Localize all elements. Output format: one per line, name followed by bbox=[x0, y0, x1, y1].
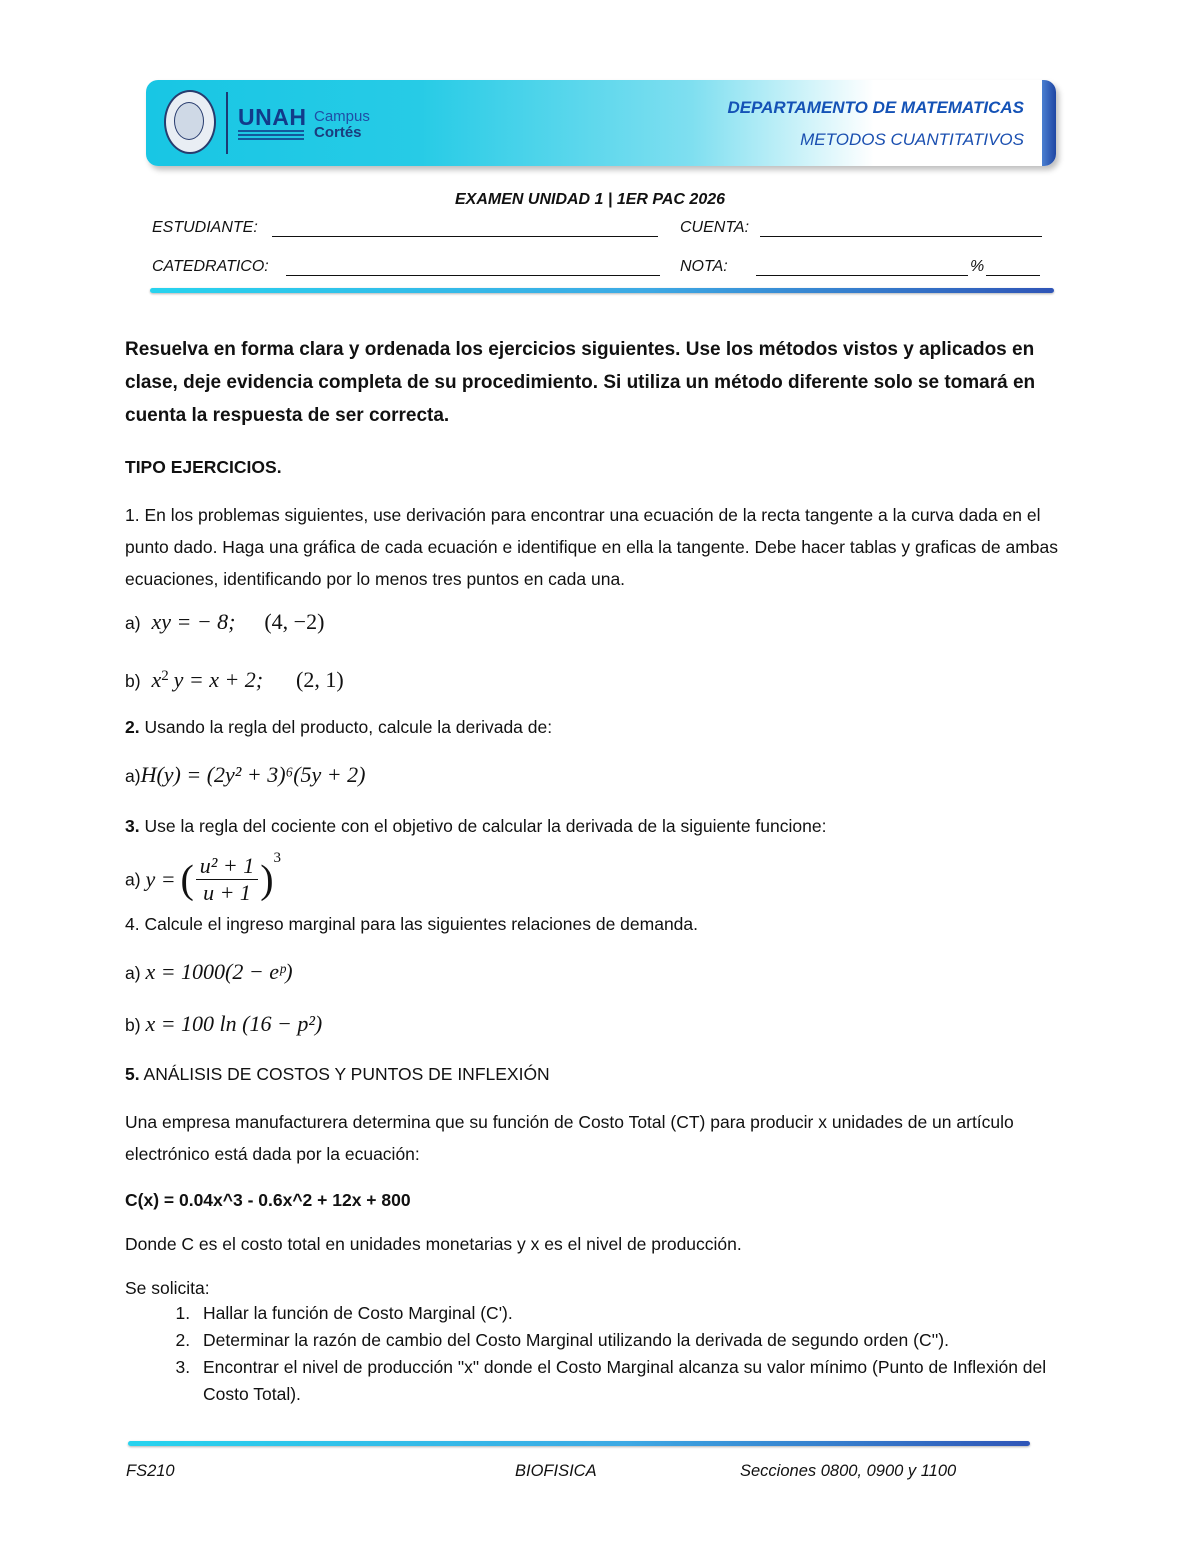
university-logo-text: UNAH bbox=[238, 104, 307, 130]
student-label: ESTUDIANTE: bbox=[152, 219, 258, 236]
question-1a bbox=[125, 606, 1065, 639]
question-1-number: 1. bbox=[125, 505, 140, 525]
question-4b bbox=[125, 1008, 1065, 1041]
q4b-label: b) bbox=[125, 1015, 141, 1035]
q4a-label: a) bbox=[125, 963, 141, 983]
footer-rule bbox=[128, 1441, 1030, 1446]
account-label: CUENTA: bbox=[680, 219, 750, 236]
q3a-exponent: 3 bbox=[273, 850, 282, 866]
question-2-text: Usando la regla del producto, calcule la derivada de: bbox=[144, 717, 553, 737]
question-5-text: Una empresa manufacturera determina que su función de Costo Total (CT) para producir x unidades de un artículo electrónico está dada por la ecuación: bbox=[125, 1112, 1014, 1164]
footer-subject: BIOFISICA bbox=[515, 1462, 597, 1480]
equation-explanation: Donde C es el costo total en unidades monetarias y x es el nivel de producción. bbox=[125, 1234, 742, 1254]
footer-course-code: FS210 bbox=[126, 1462, 175, 1480]
teacher-label: CATEDRATICO: bbox=[152, 258, 269, 275]
student-field-line[interactable] bbox=[272, 236, 658, 237]
q3a-fraction bbox=[196, 853, 258, 906]
q1b-label: b) bbox=[125, 670, 141, 691]
q1b-eq-exponent: 2 bbox=[161, 668, 169, 684]
university-subtitle-lines bbox=[238, 130, 304, 142]
question-1b bbox=[125, 660, 1065, 697]
requested-label: Se solicita: bbox=[125, 1278, 210, 1298]
cost-equation: C(x) = 0.04x^3 - 0.6x^2 + 12x + 800 bbox=[125, 1190, 411, 1210]
grade-label: NOTA: bbox=[680, 258, 728, 275]
banner-edge bbox=[1042, 80, 1056, 166]
q1b-eq-x: x bbox=[151, 666, 162, 692]
step-3: 3. Encontrar el nivel de producción "x" donde el Costo Marginal alcanza su valor mínimo (Punto de Inflexión del Costo Total). bbox=[195, 1354, 1065, 1408]
q1a-equation: xy = − 8; bbox=[151, 609, 236, 634]
question-3 bbox=[125, 810, 1065, 842]
grade-field-line[interactable] bbox=[756, 275, 968, 276]
q3a-left-paren: ( bbox=[180, 856, 194, 902]
question-4-text: Calcule el ingreso marginal para las siguientes relaciones de demanda. bbox=[144, 914, 698, 934]
question-2 bbox=[125, 711, 1065, 743]
q3a-denominator: u + 1 bbox=[203, 879, 251, 905]
q4a-equation: x = 1000(2 − eᵖ) bbox=[145, 959, 293, 984]
percent-field-line[interactable] bbox=[986, 275, 1040, 276]
logo-divider bbox=[226, 92, 228, 154]
department-title: DEPARTAMENTO DE MATEMATICAS bbox=[727, 98, 1024, 117]
q1b-point: (2, 1) bbox=[296, 666, 344, 692]
q2a-equation: H(y) = (2y² + 3)⁶(5y + 2) bbox=[140, 762, 366, 787]
instructions: Resuelva en forma clara y ordenada los ejercicios siguientes. Use los métodos vistos y aplicados en clase, deje evidencia completa de su procedimiento. Si utiliza un método diferente solo se tomará en cuenta la respuesta de ser correcta. bbox=[125, 339, 1036, 426]
steps-list bbox=[125, 1300, 1065, 1408]
footer-sections: Secciones 0800, 0900 y 1100 bbox=[740, 1462, 957, 1480]
header-banner bbox=[146, 80, 1056, 166]
question-5-heading bbox=[125, 1058, 1065, 1090]
campus-label: Campus bbox=[314, 108, 370, 125]
question-1 bbox=[125, 499, 1065, 595]
teacher-field-line[interactable] bbox=[286, 275, 660, 276]
question-4a bbox=[125, 956, 1065, 989]
step-1: 1. Hallar la función de Costo Marginal (C'). bbox=[195, 1300, 1065, 1327]
question-4 bbox=[125, 908, 1065, 940]
q3a-right-paren: ) bbox=[260, 856, 274, 902]
question-3a bbox=[125, 842, 1065, 905]
section-title: TIPO EJERCICIOS. bbox=[125, 457, 282, 477]
q3a-numerator: u² + 1 bbox=[196, 853, 258, 880]
q1a-point: (4, −2) bbox=[264, 609, 325, 634]
question-3-number: 3. bbox=[125, 816, 140, 836]
question-1-text: En los problemas siguientes, use derivación para encontrar una ecuación de la recta tangente a la curva dada en el punto dado. Haga una gráfica de cada ecuación e identifique en ella la tangente. Debe hacer tablas y graficas de ambas ecuaciones, identificando por lo menos tres puntos en cada una. bbox=[125, 505, 1059, 589]
q3a-label: a) bbox=[125, 869, 141, 890]
q1a-label: a) bbox=[125, 613, 141, 633]
account-field-line[interactable] bbox=[760, 236, 1042, 237]
course-title: METODOS CUANTITATIVOS bbox=[800, 130, 1024, 149]
university-seal-icon bbox=[164, 90, 216, 154]
question-5-title: ANÁLISIS DE COSTOS Y PUNTOS DE INFLEXIÓN bbox=[143, 1064, 550, 1084]
question-2-number: 2. bbox=[125, 717, 140, 737]
campus-name: Cortés bbox=[314, 124, 362, 141]
question-3-text: Use la regla del cociente con el objetivo de calcular la derivada de la siguiente funcione: bbox=[144, 816, 827, 836]
q1b-eq-rest: y = x + 2; bbox=[173, 666, 264, 692]
question-5-number: 5. bbox=[125, 1064, 140, 1084]
q2a-label: a) bbox=[125, 766, 141, 786]
q3a-lhs: y = bbox=[145, 866, 176, 892]
question-4-number: 4. bbox=[125, 914, 140, 934]
requested-steps bbox=[125, 1300, 1065, 1408]
q4b-equation: x = 100 ln (16 − p²) bbox=[145, 1011, 323, 1036]
header-rule bbox=[150, 288, 1054, 293]
question-2a bbox=[125, 759, 1065, 792]
percent-sign: % bbox=[970, 258, 985, 275]
exam-title: EXAMEN UNIDAD 1 | 1ER PAC 2026 bbox=[454, 191, 726, 208]
step-2: 2. Determinar la razón de cambio del Costo Marginal utilizando la derivada de segundo orden (C''). bbox=[195, 1327, 1065, 1354]
